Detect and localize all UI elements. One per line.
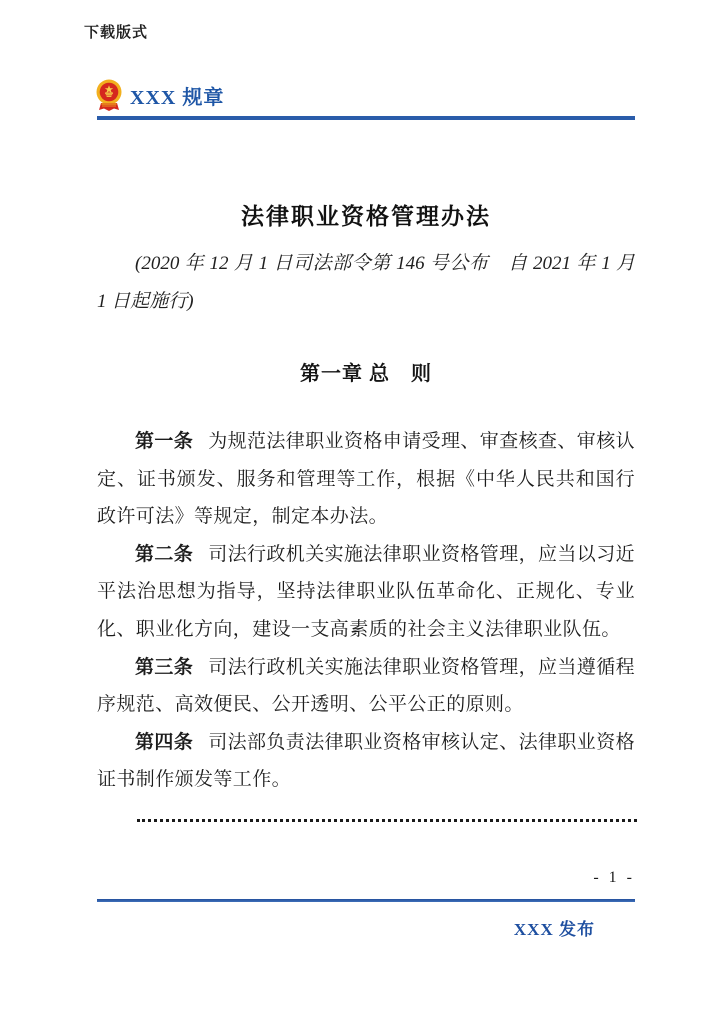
article-number: 第二条 — [135, 543, 194, 565]
page-header — [95, 79, 224, 112]
article-paragraph-3 — [97, 649, 635, 724]
document-body — [97, 120, 635, 799]
article-text: 司法部负责法律职业资格审核认定、法律职业资格证书制作颁发等工作。 — [97, 731, 636, 791]
article-paragraph-4 — [97, 724, 635, 799]
footer-rule — [97, 899, 635, 902]
article-paragraph-1 — [97, 423, 635, 536]
download-format-link[interactable]: 下载版式 — [84, 25, 149, 41]
publisher-label: XXX 发布 — [513, 920, 595, 939]
chapter-heading: 第一章 总 则 — [300, 363, 432, 385]
article-number: 第四条 — [135, 731, 194, 753]
article-number: 第一条 — [135, 431, 194, 452]
article-paragraph-2 — [97, 536, 635, 649]
header-agency-label: XXX 规章 — [130, 87, 225, 109]
page-title: 法律职业资格管理办法 — [241, 204, 491, 229]
article-text: 司法行政机关实施法律职业资格管理，应当以习近平法治思想为指导，坚持法律职业队伍革命化、正规化、专业化、职业化方向，建设一支高素质的社会主义法律职业队伍。 — [97, 543, 636, 640]
national-emblem-icon — [95, 79, 123, 112]
page-number: - 1 - — [593, 869, 635, 886]
document-subtitle: (2020 年 12 月 1 日司法部令第 146 号公布 自 2021 年 1 月 1 日起施行) — [97, 253, 635, 312]
article-text: 司法行政机关实施法律职业资格管理，应当遵循程序规范、高效便民、公开透明、公平公正的原则。 — [97, 656, 636, 716]
dotted-separator — [137, 819, 637, 822]
article-number: 第三条 — [135, 656, 194, 678]
article-list — [97, 423, 635, 799]
article-text: 为规范法律职业资格申请受理、审查核查、审核认定、证书颁发、服务和管理等工作，根据《中华人民共和国行政许可法》等规定，制定本办法。 — [97, 431, 636, 528]
